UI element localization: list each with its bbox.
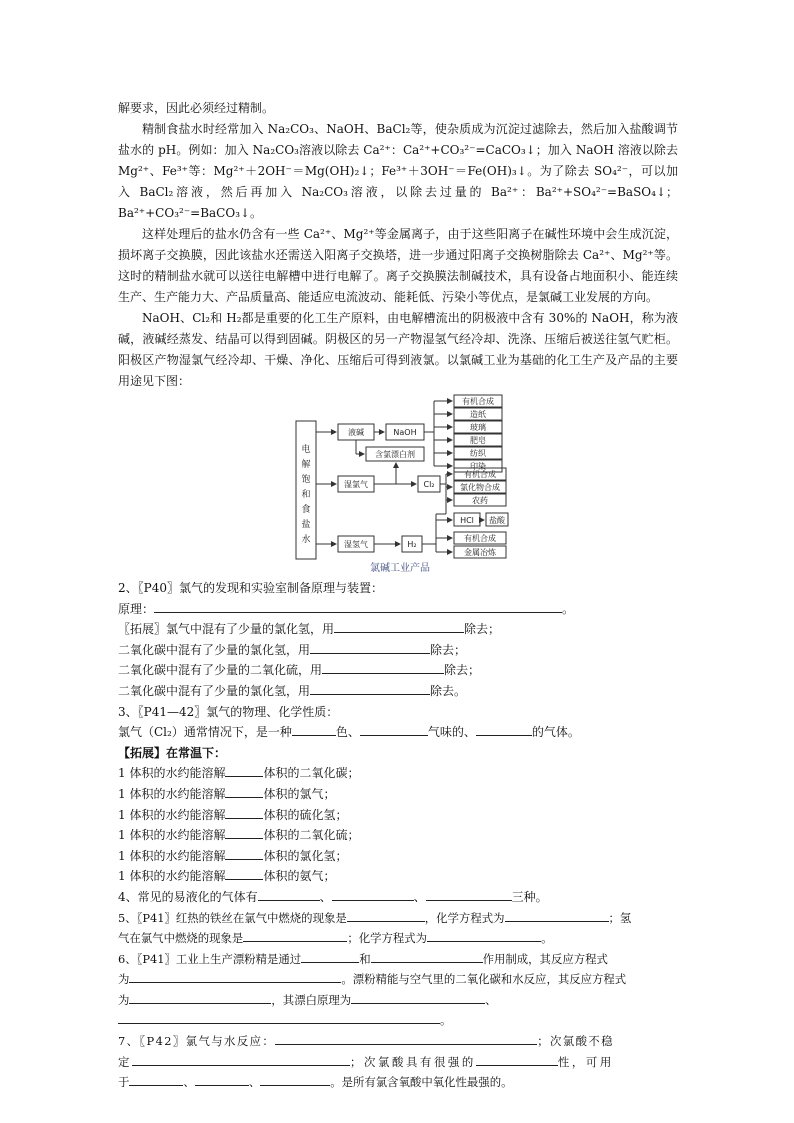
- q6-line-4: [118, 1010, 678, 1031]
- q3-line: [118, 722, 678, 743]
- q3-color-blank[interactable]: [292, 723, 336, 736]
- intro-paragraph-2: 精制食盐水时经常加入 Na₂CO₃、NaOH、BaCl₂等，使杂质成为沉淀过滤除去，然后加入盐酸调节盐水的 pH。例如：加入 Na₂CO₃溶液以除去 Ca²⁺：Ca²⁺+CO₃²⁻=CaCO₃↓；加入 NaOH 溶液以除去 Mg²⁺、Fe³⁺等：Mg²⁺＋2OH⁻＝Mg(OH)₂↓；Fe³⁺＋3OH⁻＝Fe(OH)₃↓。为了除去 SO₄²⁻，可以加入 BaCl₂溶液，然后再加入 Na₂CO₃溶液，以除去过量的 Ba²⁺：Ba²⁺+SO₄²⁻=BaSO₄↓；Ba²⁺+CO₃²⁻=BaCO₃↓。: [118, 122, 678, 220]
- q4-end: 三种。: [511, 889, 548, 904]
- intro-paragraph-1: 解要求，因此必须经过精制。: [118, 101, 275, 115]
- dissolve-line-1: [118, 763, 678, 784]
- q6-text-e: 。漂粉精能与空气里的二氧化碳和水反应，其反应方程式: [341, 972, 627, 987]
- q5-blank-1[interactable]: [347, 909, 425, 922]
- q5-text-f: 。: [541, 931, 553, 946]
- ext-d-blank[interactable]: [310, 682, 430, 695]
- dissolve-line-4: [118, 825, 678, 846]
- h2-use-2: 金属冶炼: [464, 548, 496, 557]
- ext-d-end: 除去。: [430, 683, 467, 698]
- ext-d-line: [118, 681, 678, 702]
- q3-smell-text: 气味的、: [427, 725, 476, 740]
- ext-c-blank[interactable]: [322, 661, 444, 674]
- ext-a-line: [118, 619, 678, 640]
- q3-smell-blank[interactable]: [360, 723, 428, 736]
- q7-text-b: ；次氯酸不稳: [537, 1034, 614, 1049]
- dissolve-pre-6: 1 体积的水约能溶解: [118, 869, 226, 884]
- dissolve-pre-4: 1 体积的水约能溶解: [118, 828, 226, 843]
- q7-line-2: [118, 1052, 678, 1073]
- ext-a-text: 〖拓展〗氯气中混有了少量的氯化氢，用: [118, 622, 335, 637]
- dissolve-blank-6[interactable]: [225, 867, 263, 880]
- dissolve-pre-3: 1 体积的水约能溶解: [118, 807, 226, 822]
- ext-b-blank[interactable]: [310, 641, 430, 654]
- source-char: 饱: [301, 475, 311, 485]
- ext-a-blank[interactable]: [334, 620, 464, 633]
- source-char: 电: [301, 445, 311, 455]
- dissolve-line-6: [118, 866, 678, 887]
- cl2-use-3: 农药: [472, 496, 488, 505]
- q7-text-e: 性，可用: [557, 1054, 614, 1069]
- ext-b-text: 二氧化碳中混有了少量的氯化氢，用: [118, 642, 311, 657]
- q6-text-c: 作用制成，其反应方程式: [482, 951, 608, 966]
- q7-blank-4[interactable]: [129, 1073, 183, 1086]
- q6-line-1: [118, 949, 678, 970]
- source-char: 水: [301, 535, 311, 545]
- q3-gas-text: 的气体。: [531, 725, 580, 740]
- q6-text-h: 、: [485, 992, 497, 1007]
- naoh-use-4: 肥皂: [470, 436, 486, 445]
- q2-principle-line: [118, 599, 678, 620]
- naoh-use-2: 造纸: [470, 410, 486, 419]
- q6-line-3: [118, 990, 678, 1011]
- naoh-use-6: 印染: [470, 462, 486, 471]
- cl2-use-2: 氯化物合成: [460, 483, 500, 492]
- dissolve-pre-5: 1 体积的水约能溶解: [118, 848, 226, 863]
- cl2-use-1: 有机合成: [464, 470, 496, 479]
- q6-blank-4[interactable]: [129, 991, 271, 1004]
- dissolve-item-2: 体积的氯气；: [263, 786, 336, 801]
- q5-blank-4[interactable]: [427, 929, 541, 942]
- q5-blank-3[interactable]: [243, 929, 347, 942]
- q6-text-a: 6、〖P41〗工业上生产漂粉精是通过: [118, 951, 302, 966]
- dissolve-pre-2: 1 体积的水约能溶解: [118, 786, 226, 801]
- q6-blank-3[interactable]: [129, 970, 341, 983]
- wet-cl2-label: 湿氯气: [344, 480, 368, 489]
- q3-gas-blank[interactable]: [476, 723, 532, 736]
- q6-blank-2[interactable]: [371, 950, 483, 963]
- ext-a-end: 除去；: [464, 622, 501, 637]
- ext-c-end: 除去；: [444, 663, 481, 678]
- q6-text-d: 为: [118, 972, 130, 987]
- dissolve-item-4: 体积的二氧化硫；: [263, 828, 360, 843]
- q6-line-2: [118, 969, 678, 990]
- q4-sep-2: 、: [413, 889, 426, 904]
- naoh-use-5: 纺织: [470, 449, 486, 458]
- bleach-label: 含氯漂白剂: [375, 450, 415, 459]
- q7-text-f: 于: [118, 1075, 130, 1090]
- h2-use-1: 有机合成: [464, 534, 496, 543]
- q4-blank-1[interactable]: [258, 888, 320, 901]
- naoh-use-1: 有机合成: [462, 397, 494, 406]
- q7-text-d: ；次氯酸具有很强的: [350, 1054, 476, 1069]
- source-char: 食: [301, 505, 311, 515]
- wet-h2-label: 湿氢气: [344, 540, 368, 549]
- cl2-label: Cl₂: [423, 480, 435, 489]
- q7-text-g: 、: [183, 1075, 195, 1090]
- q6-blank-1[interactable]: [301, 950, 359, 963]
- dissolve-blank-1[interactable]: [225, 764, 263, 777]
- q7-text-c: 定: [118, 1054, 132, 1069]
- q7-text-a: 7、〖P42〗氯气与水反应：: [118, 1034, 276, 1049]
- q7-blank-1[interactable]: [275, 1032, 537, 1045]
- q7-text-h: 、: [248, 1075, 261, 1090]
- q2-principle-blank[interactable]: [154, 600, 562, 613]
- q4-blank-3[interactable]: [426, 888, 512, 901]
- flow-chart: [118, 394, 678, 574]
- q3-color-text: 色、: [335, 725, 360, 740]
- q7-text-i: 。是所有氯含氧酸中氧化性最强的。: [330, 1075, 513, 1090]
- q6-text-g: ，其漂白原理为: [271, 992, 352, 1007]
- q2-title: 2、〖P40〗氯气的发现和实验室制备原理与装置：: [118, 581, 383, 595]
- q7-blank-6[interactable]: [260, 1073, 330, 1086]
- liquid-base-label: 液碱: [348, 428, 364, 437]
- q3-title: 3、〖P41—42〗氯气的物理、化学性质：: [118, 704, 339, 719]
- ext2-title: 【拓展】在常温下：: [118, 745, 227, 760]
- q4-sep-1: 、: [319, 889, 332, 904]
- q3-text: 氯气（Cl₂）通常情况下，是一种: [118, 725, 292, 740]
- q7-blank-5[interactable]: [195, 1073, 249, 1086]
- source-char: 盐: [301, 520, 311, 530]
- ext-d-text: 二氧化碳中混有了少量的氯化氢，用: [118, 683, 311, 698]
- naoh-label: NaOH: [393, 428, 417, 437]
- q2-principle-label: 原理：: [118, 601, 155, 616]
- q6-text-b: 和: [359, 951, 371, 966]
- ext-b-end: 除去；: [430, 642, 467, 657]
- diagram-caption: 氯碱工业产品: [370, 563, 430, 574]
- source-char: 和: [301, 490, 311, 500]
- h2-label: H₂: [407, 540, 417, 549]
- ext-c-text: 二氧化碳中混有了少量的二氧化硫，用: [118, 663, 323, 678]
- q4-text: 4、常见的易液化的气体有: [118, 889, 258, 904]
- intro-paragraph-3: 这样处理后的盐水仍含有一些 Ca²⁺、Mg²⁺等金属离子，由于这些阳离子在碱性环境中会生成沉淀，损坏离子交换膜，因此该盐水还需送入阳离子交换塔，进一步通过阳离子交换树脂除去 Ca²⁺、Mg²⁺等。这时的精制盐水就可以送往电解槽中进行电解了。离子交换膜法制碱技术，具有设备占地面积小、能连续生产、生产能力大、产品质量高、能适应电流波动、能耗低、污染小等优点，是氯碱工业发展的方向。: [118, 227, 678, 304]
- q5-blank-2[interactable]: [505, 909, 609, 922]
- dissolve-line-5: [118, 846, 678, 867]
- dissolve-blank-2[interactable]: [225, 785, 263, 798]
- q6-blank-6[interactable]: [118, 1011, 440, 1024]
- q5-text-a: 5、〖P41〗红热的铁丝在氯气中燃烧的现象是: [118, 910, 347, 925]
- q6-blank-5[interactable]: [351, 991, 485, 1004]
- naoh-use-3: 玻璃: [470, 423, 486, 432]
- q6-text-i: 。: [440, 1013, 452, 1028]
- q5-text-e: ；化学方程式为: [347, 931, 428, 946]
- q5-line-1: [118, 908, 678, 929]
- q7-blank-3[interactable]: [476, 1053, 558, 1066]
- q5-line-2: [118, 928, 678, 949]
- q4-blank-2[interactable]: [332, 888, 414, 901]
- dissolve-blank-4[interactable]: [225, 826, 263, 839]
- ext-b-line: [118, 640, 678, 661]
- source-char: 解: [301, 460, 311, 470]
- q5-text-c: ；氢: [608, 910, 632, 925]
- dissolve-item-6: 体积的氨气；: [263, 869, 336, 884]
- dissolve-blank-3[interactable]: [225, 806, 263, 819]
- chlor-alkali-diagram: [118, 394, 678, 574]
- page-content: [118, 98, 678, 1093]
- dissolve-pre-1: 1 体积的水约能溶解: [118, 766, 226, 781]
- intro-paragraph-4: NaOH、Cl₂和 H₂都是重要的化工生产原料，由电解槽流出的阴极液中含有 30%的 NaOH，称为液碱，液碱经蒸发、结晶可以得到固碱。阴极区的另一产物湿氢气经冷却、洗涤、压缩后被送往氢气贮柜。阳极区产物湿氯气经冷却、干燥、净化、压缩后可得到液氯。以氯碱工业为基础的化工生产及产品的主要用途见下图：: [118, 311, 678, 388]
- q7-blank-2[interactable]: [132, 1053, 350, 1066]
- dissolve-line-3: [118, 805, 678, 826]
- hcl-label: HCl: [460, 516, 474, 525]
- ext-c-line: [118, 660, 678, 681]
- q7-line-3: [118, 1072, 678, 1093]
- q7-line-1: [118, 1031, 678, 1052]
- q4-line: [118, 887, 678, 908]
- dissolve-item-3: 体积的硫化氢；: [263, 807, 348, 822]
- hydrochloric-label: 盐酸: [489, 516, 505, 525]
- q5-text-b: ，化学方程式为: [424, 910, 505, 925]
- dissolve-item-1: 体积的二氧化碳；: [263, 766, 360, 781]
- q6-text-f: 为: [118, 992, 130, 1007]
- dissolve-line-2: [118, 784, 678, 805]
- dissolve-item-5: 体积的氯化氢；: [263, 848, 348, 863]
- dissolve-blank-5[interactable]: [225, 847, 263, 860]
- q2-end: 。: [562, 601, 575, 616]
- q5-text-d: 气在氯气中燃烧的现象是: [118, 931, 244, 946]
